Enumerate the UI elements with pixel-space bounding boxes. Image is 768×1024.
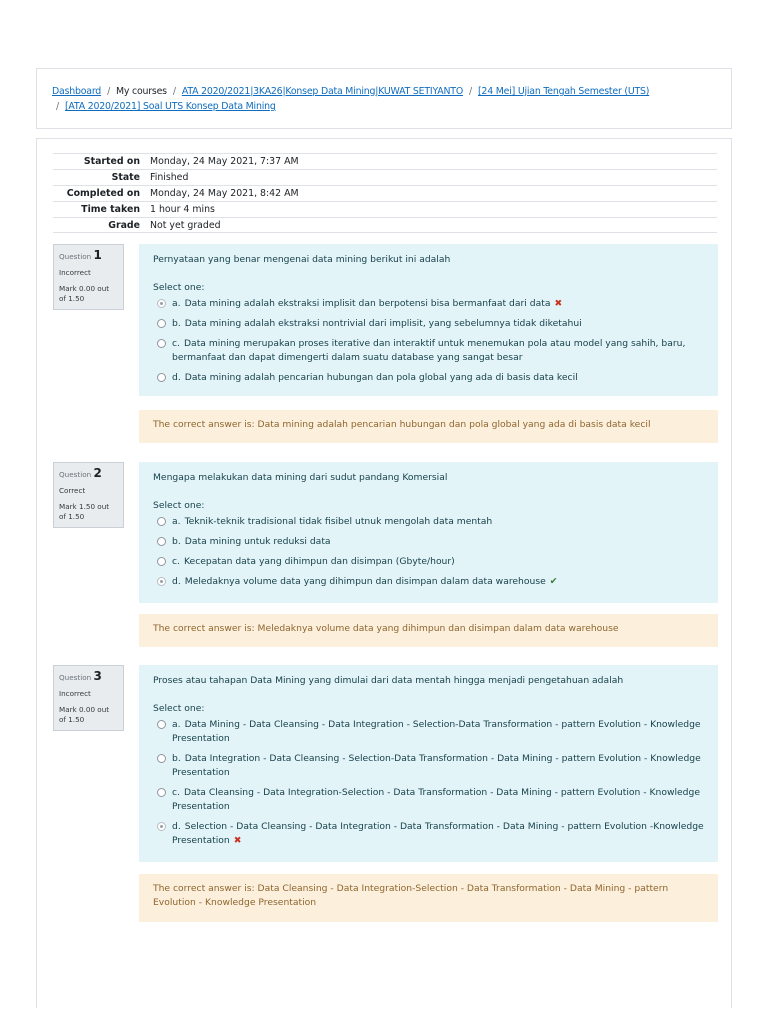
answer-options: [153, 515, 704, 589]
question-mark: Mark 0.00 out of 1.50: [59, 284, 110, 303]
question-state: Incorrect: [59, 689, 91, 698]
option-text: Data Integration - Data Cleansing - Selection-Data Transformation - Data Mining - pattern Evolution - Knowledge Presentation: [172, 753, 701, 778]
correct-answer-feedback: [139, 410, 718, 443]
question-number: 2: [93, 466, 102, 480]
summary-label: Grade: [108, 220, 140, 231]
option-letter: b.: [172, 536, 181, 547]
summary-label: Time taken: [81, 204, 140, 215]
answer-option[interactable]: [153, 317, 704, 331]
option-letter: c.: [172, 787, 180, 798]
option-text: Data mining untuk reduksi data: [184, 536, 331, 547]
radio-button[interactable]: [157, 557, 166, 566]
question-formulation: [139, 244, 718, 396]
feedback-text: The correct answer is: Meledaknya volume data yang dihimpun dan disimpan dalam data warehouse: [153, 623, 619, 634]
attempt-summary-table: [53, 153, 717, 233]
option-letter: d.: [172, 821, 181, 832]
quiz-review-card: [36, 138, 732, 1008]
breadcrumb-separator: /: [56, 101, 59, 112]
option-text: Meledaknya volume data yang dihimpun dan disimpan dalam data warehouse: [184, 576, 546, 587]
option-letter: a.: [172, 719, 181, 730]
answer-option[interactable]: [153, 820, 704, 848]
answer-option[interactable]: [153, 515, 704, 529]
option-letter: c.: [172, 556, 180, 567]
summary-label: Completed on: [66, 188, 140, 199]
breadcrumb-course[interactable]: ATA 2020/2021|3KA26|Konsep Data Mining|KUWAT SETIYANTO: [181, 86, 463, 97]
breadcrumb-section[interactable]: [24 Mei] Ujian Tengah Semester (UTS): [477, 86, 650, 97]
radio-button[interactable]: [157, 822, 166, 831]
option-text: Selection - Data Cleansing - Data Integration - Data Transformation - Data Mining - pattern Evolution -Knowledge Presentation: [172, 821, 704, 846]
question-formulation: [139, 665, 718, 862]
question-state: Correct: [59, 486, 86, 495]
answer-options: [153, 718, 704, 848]
answer-option[interactable]: [153, 535, 704, 549]
summary-value: Not yet graded: [150, 220, 221, 231]
option-text: Data mining merupakan proses iterative dan interaktif untuk menemukan pola atau model yang sahih, baru, bermanfaat dan dapat dimengerti dalam suatu database yang sangat besar: [172, 338, 686, 363]
option-text: Data Cleansing - Data Integration-Selection - Data Transformation - Data Mining - pattern Evolution - Knowledge Presentation: [172, 787, 700, 812]
option-text: Teknik-teknik tradisional tidak fisibel utnuk mengolah data mentah: [184, 516, 493, 527]
breadcrumb-my-courses: My courses: [116, 86, 167, 97]
breadcrumb-quiz[interactable]: [ATA 2020/2021] Soal UTS Konsep Data Mining: [64, 101, 276, 112]
question-info: [53, 244, 124, 310]
question-text: Mengapa melakukan data mining dari sudut pandang Komersial: [153, 472, 448, 483]
summary-value: Monday, 24 May 2021, 8:42 AM: [150, 188, 299, 199]
option-letter: b.: [172, 318, 181, 329]
correct-check-icon: ✔: [549, 576, 558, 587]
question-text: Pernyataan yang benar mengenai data mining berikut ini adalah: [153, 254, 451, 265]
summary-row-grade: [53, 217, 717, 233]
question-label: Question: [59, 673, 92, 682]
radio-button[interactable]: [157, 788, 166, 797]
answer-option[interactable]: [153, 297, 704, 311]
summary-label: Started on: [83, 156, 140, 167]
summary-row-time-taken: [53, 201, 717, 217]
answer-option[interactable]: [153, 575, 704, 589]
answer-option[interactable]: [153, 555, 704, 569]
summary-row-started: [53, 153, 717, 169]
answer-option[interactable]: [153, 786, 704, 814]
option-text: Data mining adalah ekstraksi nontrivial dari implisit, yang sebelumnya tidak diketahui: [184, 318, 582, 329]
radio-button[interactable]: [157, 319, 166, 328]
question-state: Incorrect: [59, 268, 91, 277]
answer-option[interactable]: [153, 337, 704, 365]
option-text: Data mining adalah pencarian hubungan dan pola global yang ada di basis data kecil: [184, 372, 578, 383]
answer-option[interactable]: [153, 718, 704, 746]
option-letter: a.: [172, 298, 181, 309]
breadcrumb-dashboard[interactable]: Dashboard: [52, 86, 102, 97]
correct-answer-feedback: [139, 614, 718, 647]
question-mark: Mark 0.00 out of 1.50: [59, 705, 110, 724]
summary-value: Monday, 24 May 2021, 7:37 AM: [150, 156, 299, 167]
option-letter: d.: [172, 372, 181, 383]
option-letter: d.: [172, 576, 181, 587]
breadcrumb: [36, 68, 732, 129]
option-letter: b.: [172, 753, 181, 764]
radio-button[interactable]: [157, 720, 166, 729]
question-label: Question: [59, 252, 92, 261]
option-letter: c.: [172, 338, 180, 349]
radio-button[interactable]: [157, 577, 166, 586]
question-formulation: [139, 462, 718, 603]
option-text: Data mining adalah ekstraksi implisit dan berpotensi bisa bermanfaat dari data: [184, 298, 551, 309]
option-text: Data Mining - Data Cleansing - Data Integration - Selection-Data Transformation - pattern Evolution - Knowledge Presentation: [172, 719, 701, 744]
breadcrumb-separator: /: [107, 86, 111, 97]
breadcrumb-separator: /: [172, 86, 176, 97]
radio-button[interactable]: [157, 373, 166, 382]
summary-value: 1 hour 4 mins: [150, 204, 215, 215]
radio-button[interactable]: [157, 339, 166, 348]
radio-button[interactable]: [157, 537, 166, 546]
summary-row-state: [53, 169, 717, 185]
feedback-text: The correct answer is: Data mining adalah pencarian hubungan dan pola global yang ada di basis data kecil: [153, 419, 651, 430]
incorrect-icon: ✖: [554, 298, 563, 309]
question-mark: Mark 1.50 out of 1.50: [59, 502, 110, 521]
radio-button[interactable]: [157, 754, 166, 763]
incorrect-icon: ✖: [233, 835, 242, 846]
option-text: Kecepatan data yang dihimpun dan disimpan (Gbyte/hour): [183, 556, 455, 567]
breadcrumb-separator: /: [469, 86, 472, 97]
option-letter: a.: [172, 516, 181, 527]
radio-button[interactable]: [157, 299, 166, 308]
summary-label: State: [111, 172, 140, 183]
select-one-prompt: Select one:: [153, 500, 205, 511]
feedback-text: The correct answer is: Data Cleansing - Data Integration-Selection - Data Transformation - Data Mining - pattern Evolution - Knowledge Presentation: [153, 883, 669, 908]
question-text: Proses atau tahapan Data Mining yang dimulai dari data mentah hingga menjadi pengetahuan adalah: [153, 675, 624, 686]
question-info: [53, 462, 124, 528]
question-info: [53, 665, 124, 731]
radio-button[interactable]: [157, 517, 166, 526]
question-number: 1: [93, 248, 102, 262]
question-number: 3: [93, 669, 102, 683]
select-one-prompt: Select one:: [153, 282, 205, 293]
answer-options: [153, 297, 704, 385]
answer-option[interactable]: [153, 752, 704, 780]
correct-answer-feedback: [139, 874, 718, 922]
summary-value: Finished: [150, 172, 189, 183]
select-one-prompt: Select one:: [153, 703, 205, 714]
question-label: Question: [59, 470, 92, 479]
answer-option[interactable]: [153, 371, 704, 385]
summary-row-completed: [53, 185, 717, 201]
